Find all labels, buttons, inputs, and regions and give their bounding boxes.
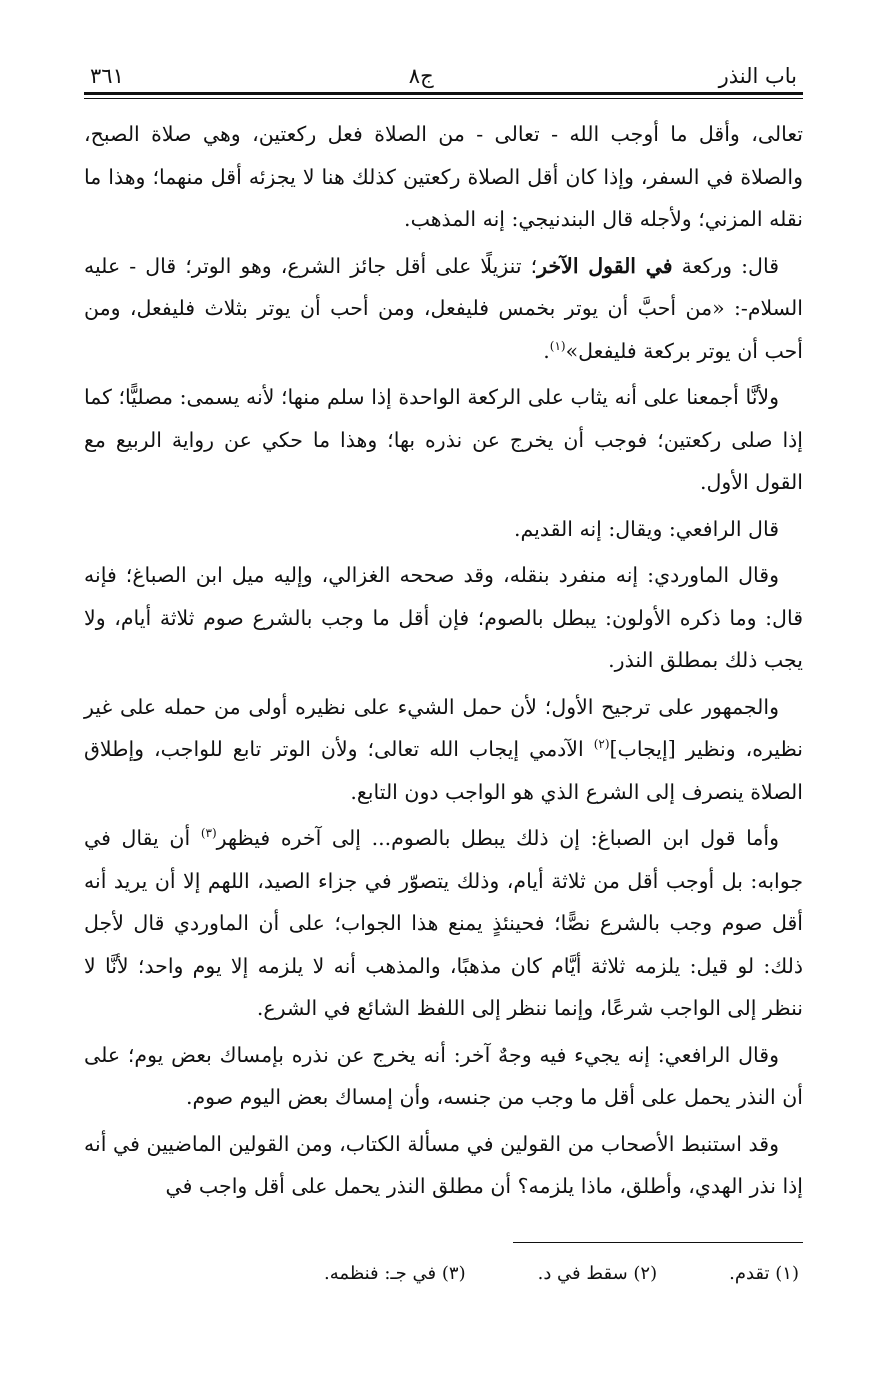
paragraph-text: وقال الرافعي: إنه يجيء فيه وجهٌ آخر: أنه يخرج عن نذره بإمساك بعض يوم؛ على أن النذر يحمل على أقل ما وجب من جنسه، وأن إمساك بعض اليوم صوم.	[84, 1042, 803, 1109]
footnotes	[84, 1263, 803, 1284]
paragraph	[84, 508, 803, 551]
paragraph	[84, 1123, 803, 1208]
paragraph-text: .	[543, 338, 550, 363]
paragraph-text: الآدمي إيجاب الله تعالى؛ ولأن الوتر تابع للواجب، وإطلاق الصلاة ينصرف إلى الشرع الذي هو الواجب دون التابع.	[84, 737, 803, 804]
paragraph	[84, 817, 803, 1030]
paragraph	[84, 245, 803, 373]
footnote-marker: (٢)	[593, 737, 610, 752]
page-number: ٣٦١	[90, 64, 124, 88]
running-header	[84, 54, 803, 88]
body-text	[84, 113, 803, 1208]
footnote: (٣) في جـ: فنظمه.	[324, 1262, 466, 1284]
header-rule-thin	[84, 98, 803, 99]
paragraph-text: وقال الماوردي: إنه منفرد بنقله، وقد صححه الغزالي، وإليه ميل ابن الصباغ؛ فإنه قال: وما ذكره الأولون: يبطل بالصوم؛ فإن أقل ما وجب بالشرع صوم ثلاثة أيام، ولا يجب ذلك بمطلق النذر.	[84, 563, 803, 672]
paragraph-text: قال: وركعة	[672, 253, 779, 278]
header-rule-thick	[84, 92, 803, 95]
paragraph	[84, 113, 803, 241]
paragraph-text: في القول الآخر	[537, 253, 673, 278]
footnote-separator	[513, 1242, 803, 1243]
paragraph-text: ؛ تنزيلًا على أقل جائز الشرع، وهو الوتر؛ قال - عليه السلام-: «من أحبَّ أن يوتر بخمس فليفعل، ومن أحب أن يوتر بثلاث فليفعل، ومن أحب أن يوتر بركعة فليفعل»	[84, 253, 803, 363]
paragraph-text: تعالى، وأقل ما أوجب الله - تعالى - من الصلاة فعل ركعتين، وهي صلاة الصبح، والصلاة في السفر، وإذا كان أقل الصلاة ركعتين كذلك هنا لا يجزئه أقل منهما؛ وهذا ما نقله المزني؛ ولأجله قال البندنيجي: إنه المذهب.	[84, 122, 803, 231]
paragraph	[84, 1034, 803, 1119]
paragraph-text: وقد استنبط الأصحاب من القولين في مسألة الكتاب، ومن القولين الماضيين في أنه إذا نذر الهدي، وأطلق، ماذا يلزمه؟ أن مطلق النذر يحمل على أقل واجب في	[84, 1131, 803, 1198]
paragraph	[84, 554, 803, 682]
footnote: (٢) سقط في د.	[537, 1262, 658, 1284]
paragraph-text: ولأنَّا أجمعنا على أنه يثاب على الركعة الواحدة إذا سلم منها؛ لأنه يسمى: مصليًّا؛ كما إذا صلى ركعتين؛ فوجب أن يخرج عن نذره بها؛ وهذا ما حكي عن رواية الربيع مع القول الأول.	[84, 385, 803, 494]
chapter-title: باب النذر	[718, 64, 797, 88]
paragraph	[84, 376, 803, 504]
paragraph-text: وأما قول ابن الصباغ: إن ذلك يبطل بالصوم... إلى آخره فيظهر	[216, 826, 779, 850]
volume-number: ج٨	[408, 64, 434, 88]
footnote-marker: (١)	[549, 338, 566, 353]
paragraph-text: أن يقال في جوابه: بل أوجب أقل من ثلاثة أيام، وذلك يتصوّر في جزاء الصيد، اللهم إلا أن يريد أنه أقل صوم وجب بالشرع نصًّا؛ فحينئذٍ يمنع هذا الجواب؛ على أن الماوردي قال لأجل ذلك: لو قيل: يلزمه ثلاثة أيَّام كان مذهبًا، والمذهب أنه لا يلزمه إلا يوم واحد؛ لأنَّا لا ننظر إلى الواجب شرعًا، وإنما ننظر إلى اللفظ الشائع في الشرع.	[84, 826, 803, 1020]
footnote-marker: (٣)	[200, 826, 217, 841]
paragraph-text: والجمهور على ترجيح الأول؛ لأن حمل الشيء على نظيره أولى من حمله على غير نظيره، ونظير [إيجاب]	[84, 694, 803, 761]
paragraph	[84, 686, 803, 814]
footnote: (١) تقدم.	[729, 1262, 799, 1284]
paragraph-text: قال الرافعي: ويقال: إنه القديم.	[514, 516, 779, 541]
